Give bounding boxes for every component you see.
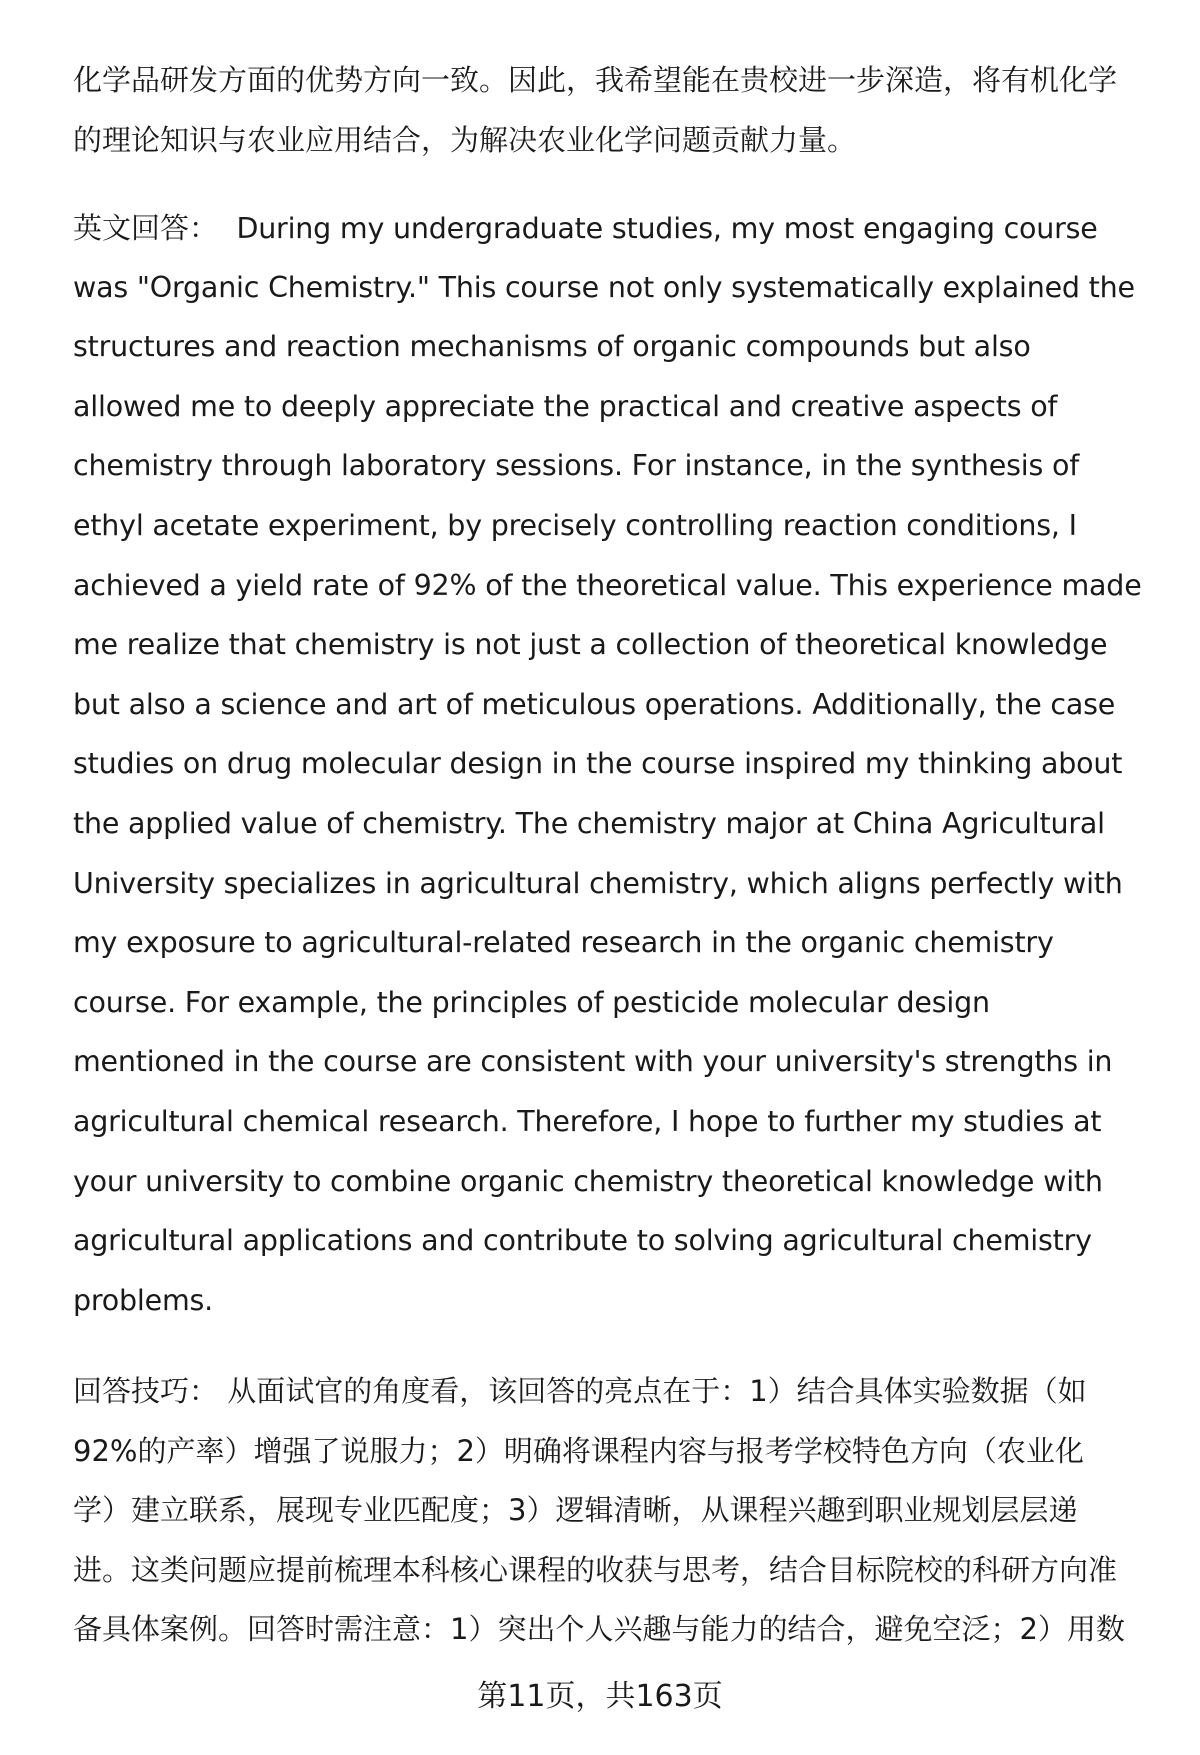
page-number: 第11页，共163页 [477, 1679, 723, 1714]
paragraph-line: agricultural chemical research. Therefore, I hope to further my studies at [73, 1105, 1102, 1138]
paragraph-line: 进。这类问题应提前梳理本科核心课程的收获与思考，结合目标院校的科研方向准 [73, 1552, 1118, 1587]
paragraph-line: was "Organic Chemistry." This course not only systematically explained the [73, 270, 1135, 304]
paragraph-line: 备具体案例。回答时需注意：1）突出个人兴趣与能力的结合，避免空泛；2）用数 [73, 1612, 1125, 1647]
paragraph-line: structures and reaction mechanisms of organic compounds but also [73, 330, 1031, 364]
english-answer-first-line [73, 208, 1098, 249]
paragraph-line: 学）建立联系，展现专业匹配度；3）逻辑清晰，从课程兴趣到职业规划层层递 [73, 1493, 1078, 1528]
paragraph-line: ethyl acetate experiment, by precisely controlling reaction conditions, I [73, 509, 1077, 542]
paragraph-line: University specializes in agricultural chemistry, which aligns perfectly with [73, 866, 1123, 900]
paragraph-line: During my undergraduate studies, my most engaging course [236, 212, 1098, 245]
paragraph-line: agricultural applications and contribute to solving agricultural chemistry [73, 1224, 1092, 1258]
paragraph-line: 化学品研发方面的优势方向一致。因此，我希望能在贵校进一步深造，将有机化学 [73, 63, 1118, 97]
paragraph-line: 的理论知识与农业应用结合，为解决农业化学问题贡献力量。 [73, 123, 857, 157]
paragraph-line: chemistry through laboratory sessions. For instance, in the synthesis of [73, 449, 1080, 483]
paragraph-line: 从面试官的角度看，该回答的亮点在于：1）结合具体实验数据（如 [227, 1374, 1087, 1408]
paragraph-line: mentioned in the course are consistent with your university's strengths in [73, 1045, 1113, 1079]
paragraph-line: 92%的产率）增强了说服力；2）明确将课程内容与报考学校特色方向（农业化 [73, 1433, 1084, 1468]
paragraph-line: me realize that chemistry is not just a collection of theoretical knowledge [73, 628, 1108, 662]
paragraph-line: but also a science and art of meticulous operations. Additionally, the case [73, 687, 1116, 721]
tips-first-line [73, 1371, 1087, 1411]
tips-label: 回答技巧： [73, 1374, 219, 1408]
paragraph-line: the applied value of chemistry. The chemistry major at China Agricultural [73, 807, 1105, 840]
english-answer-label: 英文回答： [73, 211, 219, 245]
paragraph-line: your university to combine organic chemistry theoretical knowledge with [73, 1164, 1103, 1198]
paragraph-line: allowed me to deeply appreciate the practical and creative aspects of [73, 389, 1058, 423]
paragraph-line: achieved a yield rate of 92% of the theoretical value. This experience made [73, 568, 1142, 602]
paragraph-line: my exposure to agricultural-related research in the organic chemistry [73, 926, 1054, 960]
paragraph-line: studies on drug molecular design in the course inspired my thinking about [73, 747, 1123, 781]
paragraph-line: problems. [73, 1283, 214, 1317]
paragraph-line: course. For example, the principles of pesticide molecular design [73, 985, 990, 1019]
